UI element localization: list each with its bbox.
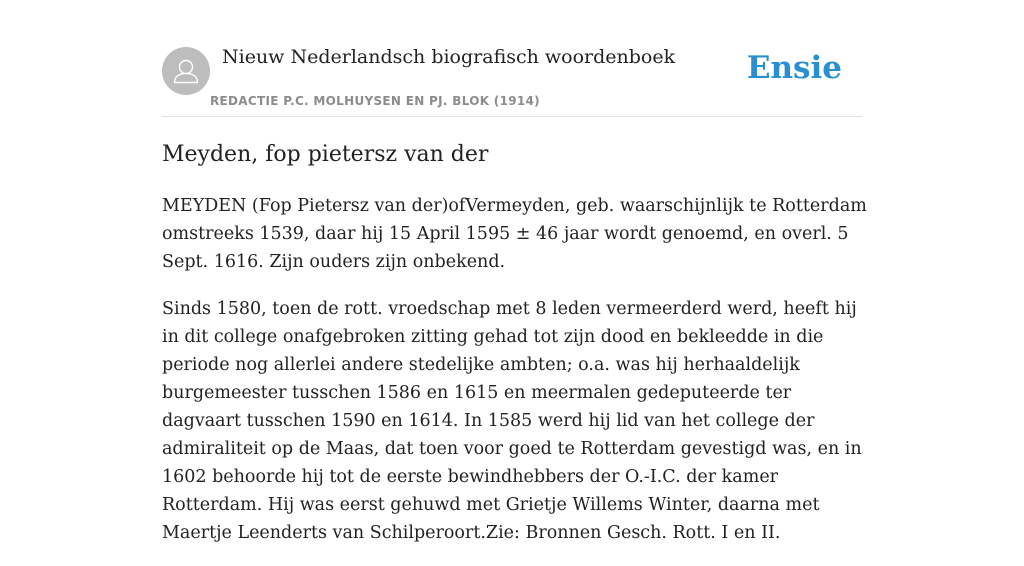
article xyxy=(162,140,867,566)
book-editors: REDACTIE P.C. MOLHUYSEN EN PJ. BLOK (1914) xyxy=(210,94,540,108)
article-title: Meyden, fop pietersz van der xyxy=(162,142,489,167)
user-silhouette-icon xyxy=(162,47,210,95)
ensie-logo[interactable]: Ensie xyxy=(746,50,842,86)
avatar[interactable] xyxy=(162,47,210,95)
article-paragraph: MEYDEN (Fop Pietersz van der)ofVermeyden, geb. waarschijnlijk te Rotterdam omstreeks 1539, daar hij 15 April 1595 ± 46 jaar wordt genoemd, en overl. 5 Sept. 1616. Zijn ouders zijn onbekend. xyxy=(162,196,867,272)
article-paragraph: Sinds 1580, toen de rott. vroedschap met 8 leden vermeerderd werd, heeft hij in dit college onafgebroken zitting gehad tot zijn dood en bekleedde in die periode nog allerlei andere stedelijke ambten; o.a. was hij herhaaldelijk burgemeester tusschen 1586 en 1615 en meermalen gedeputeerde ter dagvaart tusschen 1590 en 1614. In 1585 werd hij lid van het college der admiraliteit op de Maas, dat toen voor goed te Rotterdam gevestigd was, en in 1602 behoorde hij tot de eerste bewindhebbers der O.-I.C. der kamer Rotterdam. Hij was eerst gehuwd met Grietje Willems Winter, daarna met Maertje Leenderts van Schilperoort.Zie: Bronnen Gesch. Rott. I en II. xyxy=(162,299,862,543)
book-title[interactable]: Nieuw Nederlandsch biografisch woordenboek xyxy=(222,46,676,68)
source-header xyxy=(162,44,862,117)
